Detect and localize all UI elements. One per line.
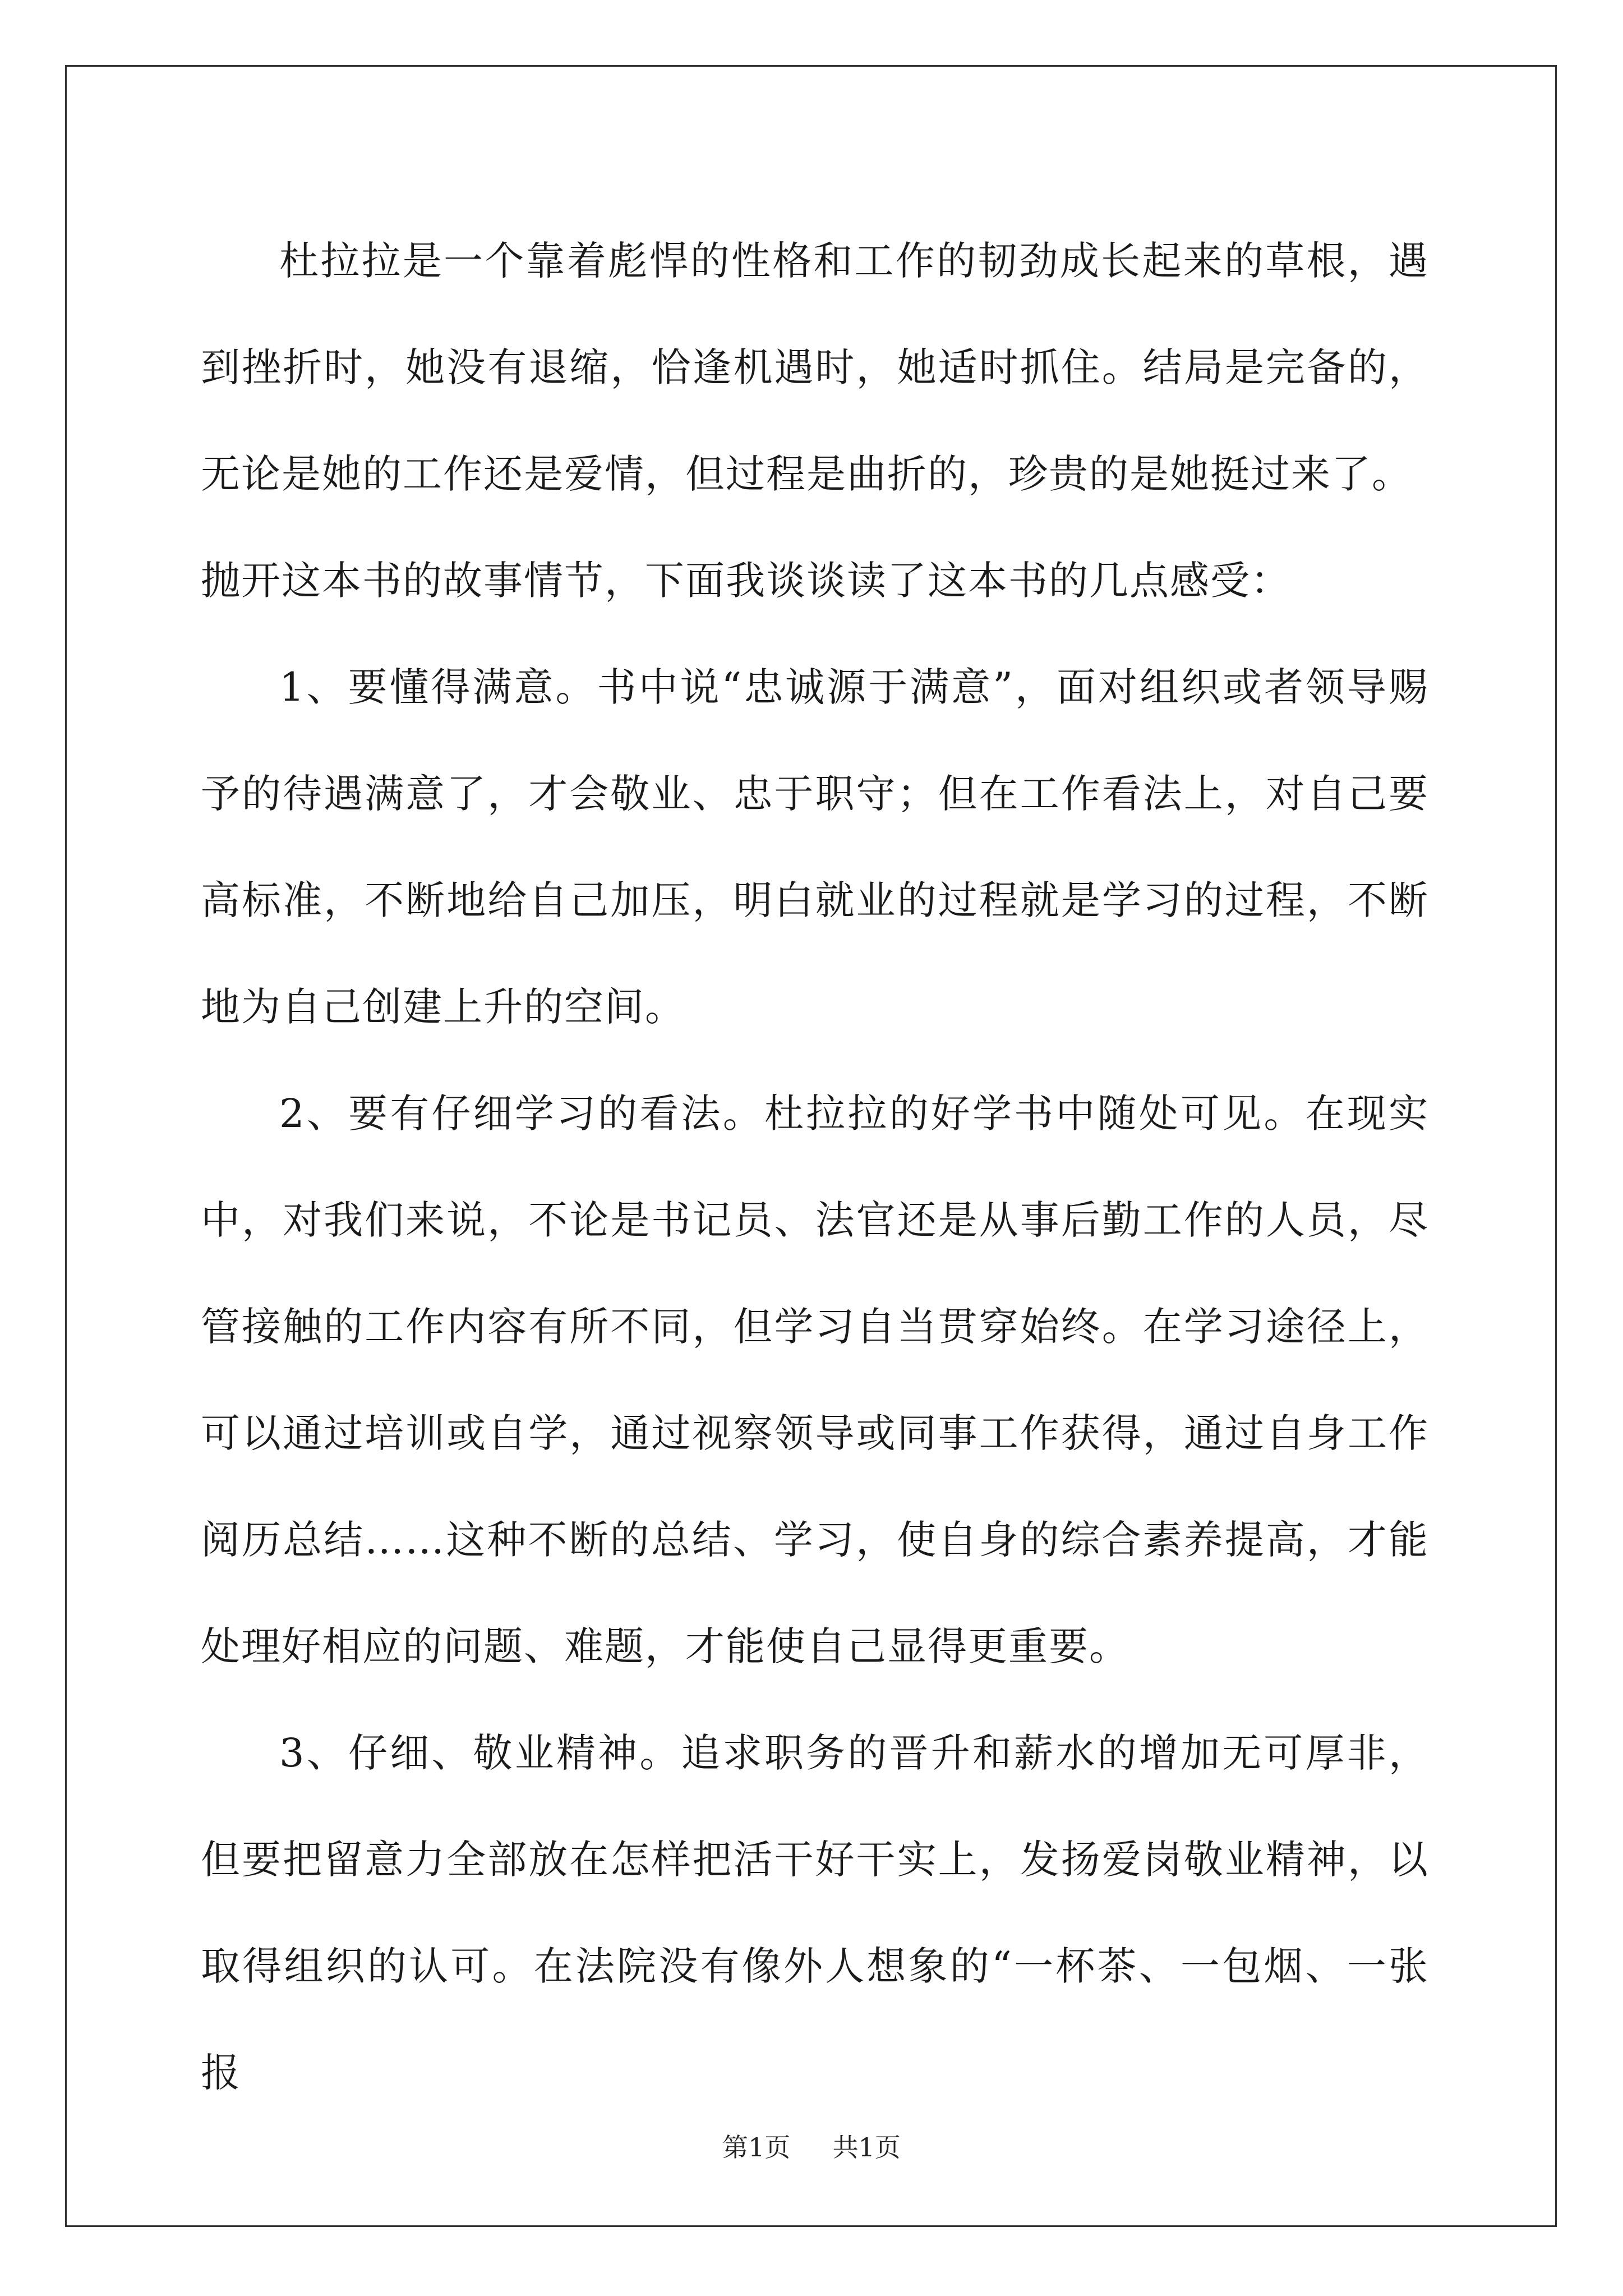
paragraph-point-3: 3、仔细、敬业精神。追求职务的晋升和薪水的增加无可厚非，但要把留意力全部放在怎样把活干好干实上，发扬爱岗敬业精神，以取得组织的认可。在法院没有像外人想象的“一杯茶、一包烟、一张报 bbox=[201, 1730, 1429, 2096]
paragraph-point-1: 1、要懂得满意。书中说“忠诚源于满意”，面对组织或者领导赐予的待遇满意了，才会敬业、忠于职守；但在工作看法上，对自己要高标准，不断地给自己加压，明白就业的过程就是学习的过程，不断地为自己创建上升的空间。 bbox=[201, 664, 1429, 1030]
paragraph-transition: 抛开这本书的故事情节，下面我谈谈读了这本书的几点感受： bbox=[201, 558, 1291, 604]
paragraph-point-2: 2、要有仔细学习的看法。杜拉拉的好学书中随处可见。在现实中，对我们来说，不论是书记员、法官还是从事后勤工作的人员，尽管接触的工作内容有所不同，但学习自当贯穿始终。在学习途径上，可以通过培训或自学，通过视察领导或同事工作获得，通过自身工作阅历总结……这种不断的总结、学习，使自身的综合素养提高，才能处理好相应的问题、难题，才能使自己显得更重要。 bbox=[201, 1091, 1429, 1669]
page-footer bbox=[0, 2131, 1623, 2164]
document-body bbox=[201, 208, 1429, 2126]
paragraph-intro: 杜拉拉是一个靠着彪悍的性格和工作的韧劲成长起来的草根，遇到挫折时，她没有退缩，恰逢机遇时，她适时抓住。结局是完备的，无论是她的工作还是爱情，但过程是曲折的，珍贵的是她挺过来了。 bbox=[201, 238, 1429, 497]
page-number-current: 第1页 bbox=[722, 2132, 791, 2162]
page-number-total: 共1页 bbox=[832, 2132, 901, 2162]
